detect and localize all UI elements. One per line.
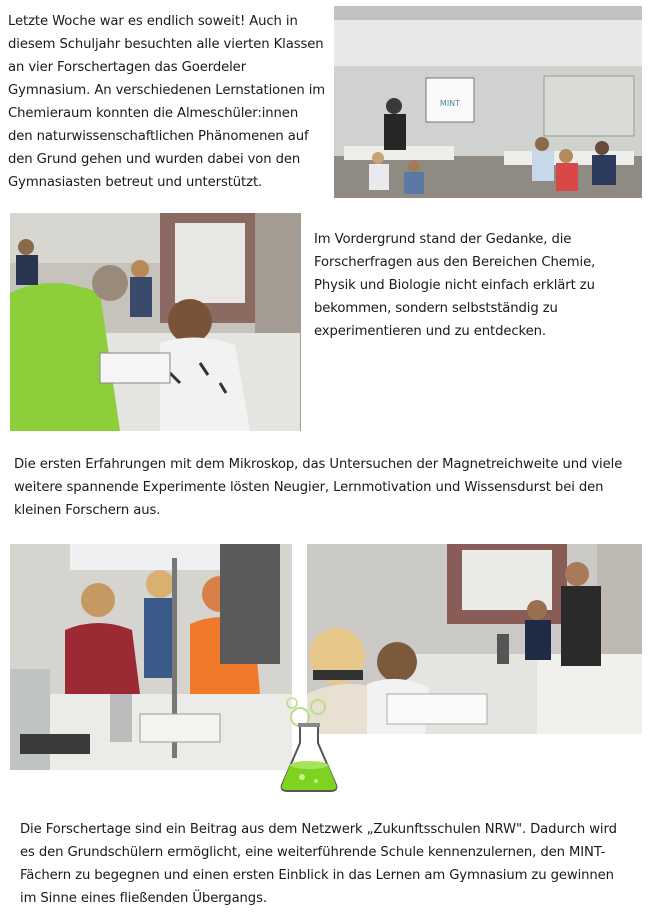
photo-chemistry-classroom (334, 6, 642, 198)
photo-magnet-experiment (10, 544, 292, 770)
photo-circuit-experiment (10, 213, 301, 431)
paragraph-focus: Im Vordergrund stand der Gedanke, die Forscherfragen aus den Bereichen Chemie, Physik und Biologie nicht einfach erklärt zu bekommen, sondern selbstständig zu experimentieren und zu entdecken. (314, 232, 596, 339)
paragraph-intro: Letzte Woche war es endlich soweit! Auch in diesem Schuljahr besuchten alle vierten Klassen an vier Forschertagen das Goerdeler Gymnasium. An verschiedenen Lernstationen im Chemieraum konnten die Almeschüler:innen den naturwissenschaftlichen Phänomenen auf den Grund gehen und wurden dabei von den Gymnasiasten betreut und unterstützt. (8, 14, 326, 190)
photo-microscope-experiment (307, 544, 642, 734)
projector-screen-text: MINT (439, 99, 461, 108)
paragraph-experiments: Die ersten Erfahrungen mit dem Mikroskop, das Untersuchen der Magnetreichweite und viele weitere spannende Experimente lösten Neugier, Lernmotivation und Wissensdurst bei den kleinen Forschern aus. (14, 457, 623, 518)
flask-illustration (272, 695, 346, 795)
paragraph-network: Die Forschertage sind ein Beitrag aus dem Netzwerk „Zukunftsschulen NRW". Dadurch wird es den Grundschülern ermöglicht, eine weiterführende Schule kennenzulernen, den MINT-Fächern zu begegnen und einen ersten Einblick in das Lernen am Gymnasium zu gewinnen im Sinne eines fließenden Übergangs. (20, 822, 617, 906)
